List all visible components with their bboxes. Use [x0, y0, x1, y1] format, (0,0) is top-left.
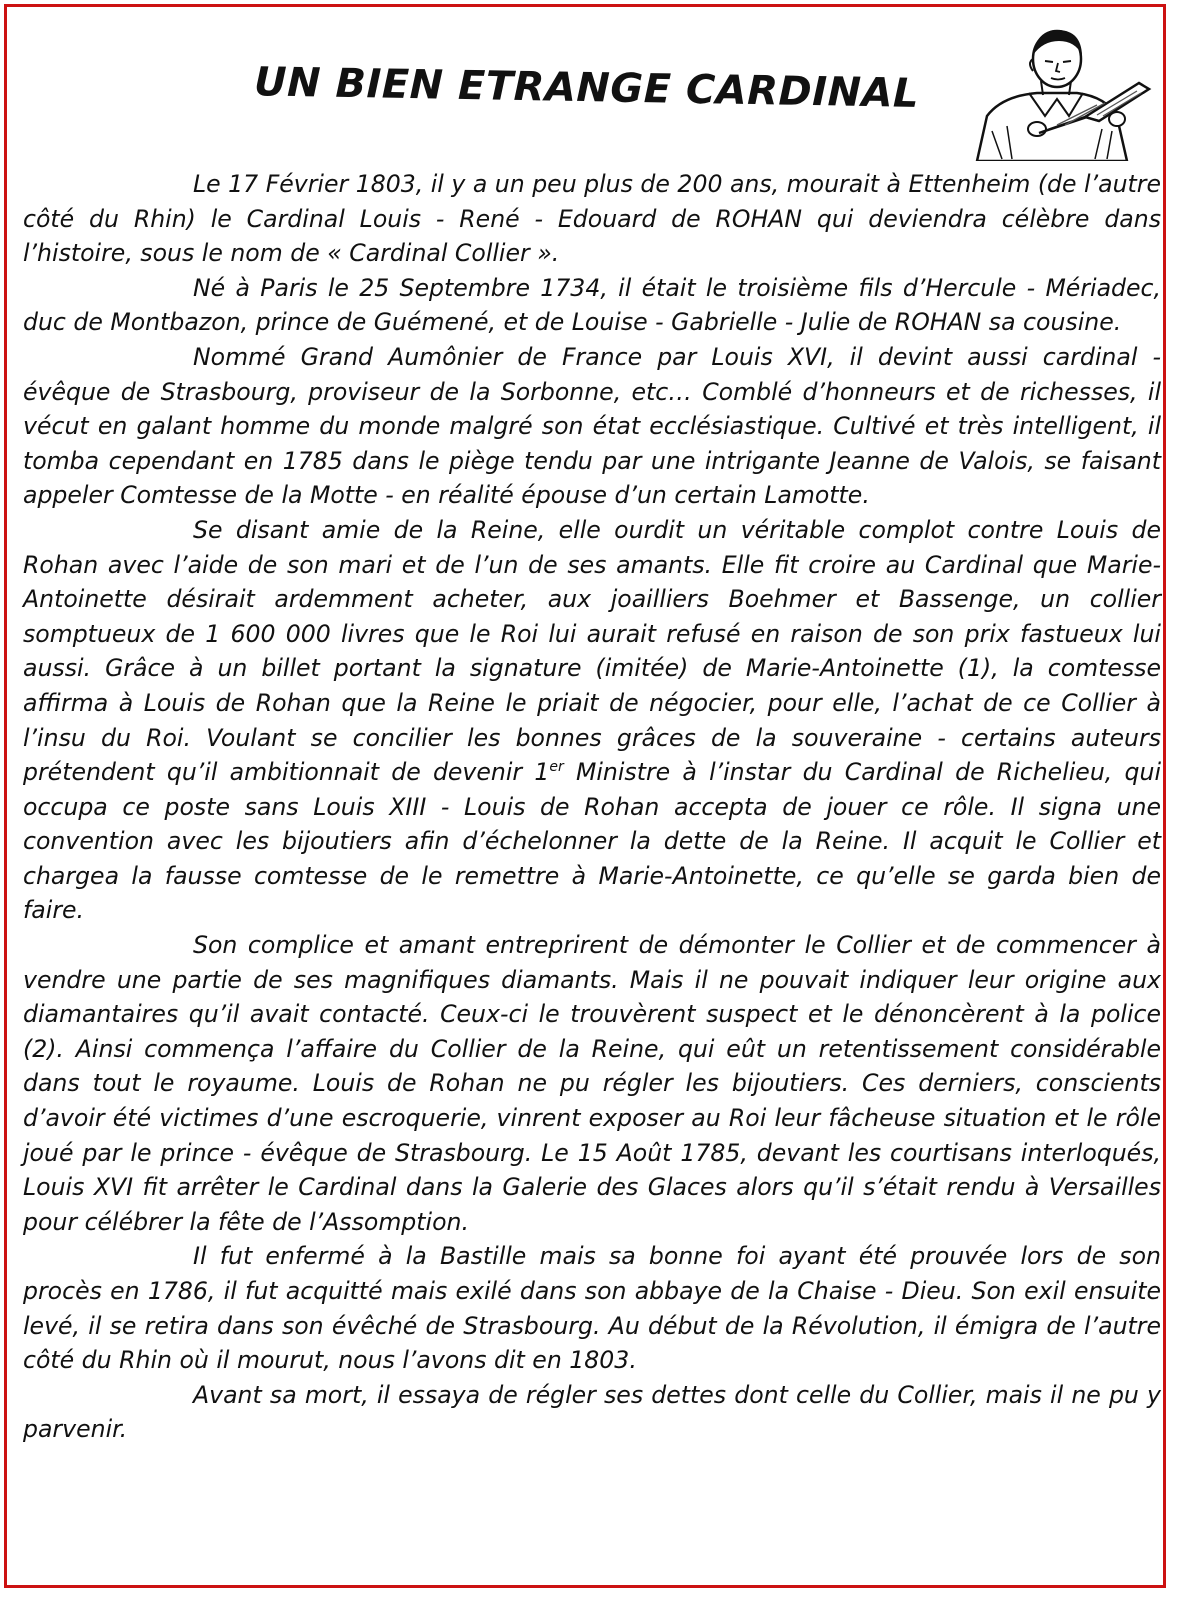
paragraph-text: Se disant amie de la Reine, elle ourdit un véritable complot contre Louis de Rohan avec l’aide de son mari et de l’un de ses amants. Elle fit croire au Cardinal que Marie-Antoinette désirait ardemment acheter, aux joailliers Boehmer et Bassenge, un collier somptueux de 1 600 000 livres que le Roi lui aurait refusé en raison de son prix fastueux lui aussi. Grâce à un billet portant la signature (imitée) de Marie-Antoinette (1), la comtesse affirma à Louis de Rohan que la Reine le priait de négocier, pour elle, l’achat de ce Collier à l’insu du Roi. Voulant se concilier les bonnes grâces de la souveraine - certains auteurs prétendent qu’il ambitionnait de devenir 1 — [23, 515, 1161, 787]
priest-reading-book-icon — [967, 21, 1157, 161]
superscript: er — [549, 759, 564, 776]
paragraph: Nommé Grand Aumônier de France par Louis XVI, il devint aussi cardinal - évêque de Strasbourg, proviseur de la Sorbonne, etc… Comblé d’honneurs et de richesses, il vécut en galant homme du monde malgré son état ecclésiastique. Cultivé et très intelligent, il tomba cependant en 1785 dans le piège tendu par une intrigante Jeanne de Valois, se faisant appeler Comtesse de la Motte - en réalité épouse d’un certain Lamotte. — [23, 342, 1161, 510]
paragraph: Né à Paris le 25 Septembre 1734, il était le troisième fils d’Hercule - Mériadec, duc de Montbazon, prince de Guémené, et de Louise - Gabrielle - Julie de ROHAN sa cousine. — [23, 273, 1161, 337]
paragraph — [23, 513, 1161, 928]
paragraph: Avant sa mort, il essaya de régler ses dettes dont celle du Collier, mais il ne pu y parvenir. — [23, 1380, 1161, 1444]
paragraph: Son complice et amant entreprirent de démonter le Collier et de commencer à vendre une partie de ses magnifiques diamants. Mais il ne pouvait indiquer leur origine aux diamantaires qu’il avait contacté. Ceux-ci le trouvèrent suspect et le dénoncèrent à la police (2). Ainsi commença l’affaire du Collier de la Reine, qui eût un retentissement considérable dans tout le royaume. Louis de Rohan ne pu régler les bijoutiers. Ces derniers, conscients d’avoir été victimes d’une escroquerie, vinrent exposer au Roi leur fâcheuse situation et le rôle joué par le prince - évêque de Strasbourg. Le 15 Août 1785, devant les courtisans interloqués, Louis XVI fit arrêter le Cardinal dans la Galerie des Glaces alors qu’il s’était rendu à Versailles pour célébrer la fête de l’Assomption. — [23, 931, 1161, 1236]
page-title: UN BIEN ETRANGE CARDINAL — [253, 59, 920, 117]
page-frame — [4, 4, 1166, 1588]
paragraph-text: Ministre à l’instar du Cardinal de Richelieu, qui occupa ce poste sans Louis XIII - Louis de Rohan accepta de jouer ce rôle. Il signa une convention avec les bijoutiers afin d’échelonner la dette de la Reine. Il acquit le Collier et chargea la fausse comtesse de le remettre à Marie-Antoinette, ce qu’elle se garda bien de faire. — [23, 758, 1161, 925]
paragraph: Il fut enfermé à la Bastille mais sa bonne foi ayant été prouvée lors de son procès en 1786, il fut acquitté mais exilé dans son abbaye de la Chaise - Dieu. Son exil ensuite levé, il se retira dans son évêché de Strasbourg. Au début de la Révolution, il émigra de l’autre côté du Rhin où il mourut, nous l’avons dit en 1803. — [23, 1242, 1161, 1375]
article-body — [23, 167, 1161, 1447]
paragraph: Le 17 Février 1803, il y a un peu plus de 200 ans, mourait à Ettenheim (de l’autre côté du Rhin) le Cardinal Louis - René - Edouard de ROHAN qui deviendra célèbre dans l’histoire, sous le nom de « Cardinal Collier ». — [23, 170, 1161, 268]
